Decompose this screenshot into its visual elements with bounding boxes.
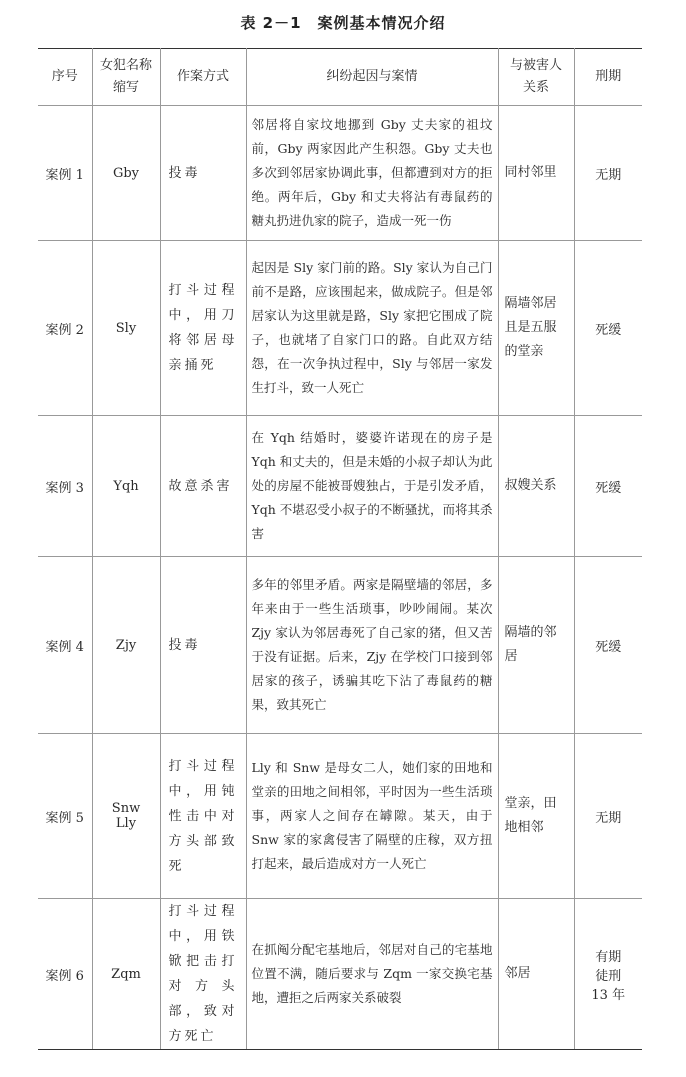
case-sentence: 死缓 bbox=[574, 557, 642, 734]
case-method: 投毒 bbox=[160, 106, 246, 241]
table-row bbox=[38, 557, 642, 734]
header-relation: 与被害人 关系 bbox=[498, 49, 574, 106]
case-method: 打斗过程中，用刀将邻居母亲捅死 bbox=[160, 241, 246, 416]
table-row bbox=[38, 416, 642, 557]
case-index: 案例 3 bbox=[38, 416, 92, 557]
header-name: 女犯名称 缩写 bbox=[92, 49, 160, 106]
header-index: 序号 bbox=[38, 49, 92, 106]
header-method: 作案方式 bbox=[160, 49, 246, 106]
case-cause: 起因是 Sly 家门前的路。Sly 家认为自己门前不是路，应该围起来，做成院子。但是邻居家认为这里就是路，Sly 家把它围成了院子，也就堵了自家门口的路。自此双方结怨，在一次争执过程中，Sly 与邻居一家发生打斗，致一人死亡 bbox=[246, 241, 498, 416]
case-relation: 堂亲，田地相邻 bbox=[498, 734, 574, 899]
case-name: Snw Lly bbox=[92, 734, 160, 899]
case-method: 故意杀害 bbox=[160, 416, 246, 557]
case-relation: 隔墙邻居且是五服的堂亲 bbox=[498, 241, 574, 416]
header-cause: 纠纷起因与案情 bbox=[246, 49, 498, 106]
case-sentence: 死缓 bbox=[574, 416, 642, 557]
header-row bbox=[38, 49, 642, 106]
case-method: 打斗过程中，用钝性击中对方头部致死 bbox=[160, 734, 246, 899]
table-row bbox=[38, 899, 642, 1050]
case-relation: 邻居 bbox=[498, 899, 574, 1050]
case-sentence: 无期 bbox=[574, 734, 642, 899]
case-name: Sly bbox=[92, 241, 160, 416]
case-index: 案例 2 bbox=[38, 241, 92, 416]
case-name: Zjy bbox=[92, 557, 160, 734]
case-table bbox=[38, 48, 642, 1050]
case-method: 打斗过程中，用铁锨把击打对方头部，致对方死亡 bbox=[160, 899, 246, 1050]
case-method: 投毒 bbox=[160, 557, 246, 734]
case-cause: 邻居将自家坟地挪到 Gby 丈夫家的祖坟前，Gby 两家因此产生积怨。Gby 丈夫也多次到邻居家协调此事，但都遭到对方的拒绝。两年后，Gby 和丈夫将沾有毒鼠药的糖丸扔进仇家的院子，造成一死一伤 bbox=[246, 106, 498, 241]
case-cause: Lly 和 Snw 是母女二人，她们家的田地和堂亲的田地之间相邻，平时因为一些生活琐事，两家人之间存在罅隙。某天，由于 Snw 家的家禽侵害了隔壁的庄稼，双方扭打起来，最后造成对方一人死亡 bbox=[246, 734, 498, 899]
case-sentence: 有期 徒刑 13 年 bbox=[574, 899, 642, 1050]
case-index: 案例 1 bbox=[38, 106, 92, 241]
case-sentence: 无期 bbox=[574, 106, 642, 241]
header-sentence: 刑期 bbox=[574, 49, 642, 106]
table-row bbox=[38, 734, 642, 899]
case-index: 案例 5 bbox=[38, 734, 92, 899]
case-relation: 隔墙的邻居 bbox=[498, 557, 574, 734]
case-name: Zqm bbox=[92, 899, 160, 1050]
table-row bbox=[38, 241, 642, 416]
case-name: Gby bbox=[92, 106, 160, 241]
case-index: 案例 4 bbox=[38, 557, 92, 734]
case-relation: 叔嫂关系 bbox=[498, 416, 574, 557]
case-cause: 在抓阄分配宅基地后，邻居对自己的宅基地位置不满，随后要求与 Zqm 一家交换宅基地，遭拒之后两家关系破裂 bbox=[246, 899, 498, 1050]
case-cause: 在 Yqh 结婚时，婆婆许诺现在的房子是 Yqh 和丈夫的，但是未婚的小叔子却认为此处的房屋不能被哥嫂独占，于是引发矛盾，Yqh 不堪忍受小叔子的不断骚扰，而将其杀害 bbox=[246, 416, 498, 557]
case-relation: 同村邻里 bbox=[498, 106, 574, 241]
case-sentence: 死缓 bbox=[574, 241, 642, 416]
table-row bbox=[38, 106, 642, 241]
case-cause: 多年的邻里矛盾。两家是隔壁墙的邻居，多年来由于一些生活琐事，吵吵闹闹。某次 Zjy 家认为邻居毒死了自己家的猪，但又苦于没有证据。后来，Zjy 在学校门口接到邻居家的孩子，诱骗其吃下沾了毒鼠药的糖果，致其死亡 bbox=[246, 557, 498, 734]
table-title: 表 2－1 案例基本情况介绍 bbox=[240, 14, 446, 32]
case-name: Yqh bbox=[92, 416, 160, 557]
case-index: 案例 6 bbox=[38, 899, 92, 1050]
